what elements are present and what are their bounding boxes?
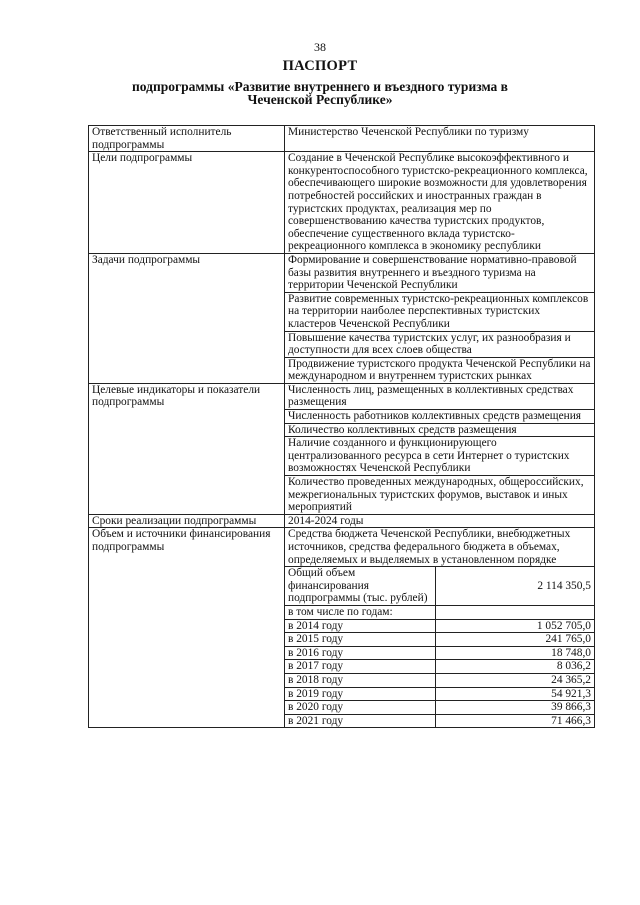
table-row bbox=[89, 152, 595, 254]
document-subtitle: подпрограммы «Развитие внутреннего и въездного туризма в Чеченской Республике» bbox=[132, 79, 508, 107]
funding-year: в 2020 году bbox=[285, 701, 436, 715]
funding-year: в 2016 году bbox=[285, 646, 436, 660]
table-row bbox=[89, 253, 595, 292]
funding-year: в 2018 году bbox=[285, 673, 436, 687]
funding-amount: 24 365,2 bbox=[436, 673, 595, 687]
funding-amount: 8 036,2 bbox=[436, 660, 595, 674]
funding-amount: 18 748,0 bbox=[436, 646, 595, 660]
funding-total-value: 2 114 350,5 bbox=[436, 567, 595, 606]
row-label-tasks: Задачи подпрограммы bbox=[89, 253, 285, 383]
page-number: 38 bbox=[314, 40, 326, 54]
table-row bbox=[89, 126, 595, 152]
row-label-funding: Объем и источники финансирования подпрограммы bbox=[89, 528, 285, 728]
funding-year: в 2017 году bbox=[285, 660, 436, 674]
funding-amount: 54 921,3 bbox=[436, 687, 595, 701]
funding-total-label: Общий объем финансирования подпрограммы (тыс. рублей) bbox=[285, 567, 436, 606]
indicator-item: Наличие созданного и функционирующего централизованного ресурса в сети Интернет о туристских возможностях Чеченской Республики bbox=[285, 437, 595, 476]
funding-amount: 241 765,0 bbox=[436, 633, 595, 647]
table-row bbox=[89, 514, 595, 528]
table-row bbox=[89, 383, 595, 409]
row-value-terms: 2014-2024 годы bbox=[285, 514, 595, 528]
task-item: Развитие современных туристско-рекреационных комплексов на территории наиболее перспективных туристских кластеров Чеченской Республики bbox=[285, 292, 595, 331]
funding-by-year-empty bbox=[436, 605, 595, 619]
funding-by-year-label: в том числе по годам: bbox=[285, 605, 436, 619]
row-value-executor: Министерство Чеченской Республики по туризму bbox=[285, 126, 595, 152]
funding-year: в 2021 году bbox=[285, 714, 436, 728]
row-label-goals: Цели подпрограммы bbox=[89, 152, 285, 254]
funding-amount: 71 466,3 bbox=[436, 714, 595, 728]
table-row bbox=[89, 528, 595, 567]
task-item: Продвижение туристского продукта Чеченской Республики на международном и внутреннем туристских рынках bbox=[285, 357, 595, 383]
row-label-executor: Ответственный исполнитель подпрограммы bbox=[89, 126, 285, 152]
task-item: Повышение качества туристских услуг, их разнообразия и доступности для всех слоев общества bbox=[285, 331, 595, 357]
document-title: ПАСПОРТ bbox=[282, 58, 358, 74]
row-label-indicators: Целевые индикаторы и показатели подпрограммы bbox=[89, 383, 285, 514]
funding-amount: 1 052 705,0 bbox=[436, 619, 595, 633]
task-item: Формирование и совершенствование нормативно-правовой базы развития внутреннего и въездного туризма на территории Чеченской Республики bbox=[285, 253, 595, 292]
funding-year: в 2014 году bbox=[285, 619, 436, 633]
funding-year: в 2015 году bbox=[285, 633, 436, 647]
row-label-terms: Сроки реализации подпрограммы bbox=[89, 514, 285, 528]
passport-table bbox=[88, 125, 595, 728]
funding-year: в 2019 году bbox=[285, 687, 436, 701]
indicator-item: Количество проведенных международных, общероссийских, межрегиональных туристских форумов, выставок и иных мероприятий bbox=[285, 476, 595, 515]
indicator-item: Количество коллективных средств размещения bbox=[285, 423, 595, 437]
indicator-item: Численность лиц, размещенных в коллективных средствах размещения bbox=[285, 383, 595, 409]
row-value-goals: Создание в Чеченской Республике высокоэффективного и конкурентоспособного туристско-рекреационного комплекса, обеспечивающего широкие возможности для удовлетворения потребностей российских и иностранных граждан в туристских продуктах, реализация мер по совершенствованию качества туристских продуктов, обеспечение существенного вклада туристско-рекреационного комплекса в экономику республики bbox=[285, 152, 595, 254]
funding-sources: Средства бюджета Чеченской Республики, внебюджетных источников, средства федерального бюджета в объемах, определяемых и выделяемых в установленном порядке bbox=[285, 528, 595, 567]
indicator-item: Численность работников коллективных средств размещения bbox=[285, 410, 595, 424]
funding-amount: 39 866,3 bbox=[436, 701, 595, 715]
